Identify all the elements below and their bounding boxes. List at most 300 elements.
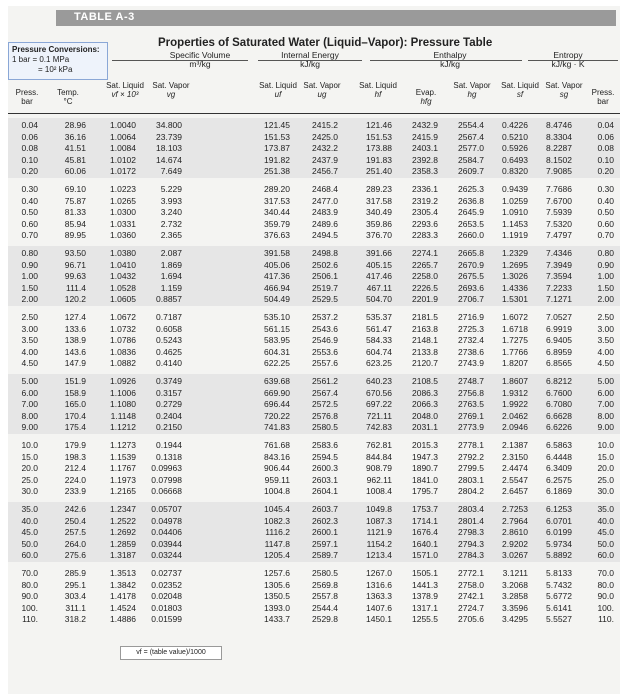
- table-cell: 7.4346: [546, 248, 572, 258]
- table-cell: 96.71: [64, 259, 86, 270]
- table-cell: 1267.0: [366, 568, 392, 578]
- table-cell: 295.1: [64, 579, 86, 590]
- table-cell: 1.3026: [502, 271, 528, 282]
- table-cell: 317.53: [264, 195, 290, 206]
- table-cell: 2580.5: [312, 568, 338, 578]
- table-cell: 2769.1: [458, 410, 484, 421]
- table-cell: 742.83: [366, 422, 392, 433]
- table-cell: 6.8565: [546, 358, 572, 369]
- table-cell: 0.2404: [156, 410, 182, 421]
- table-cell: 959.11: [264, 474, 290, 485]
- table-cell: 1.7766: [502, 346, 528, 357]
- table-cell: 1.4524: [110, 602, 136, 613]
- table-cell: 2569.8: [312, 579, 338, 590]
- table-cell: 391.66: [366, 248, 392, 258]
- table-row: [8, 357, 620, 369]
- table-cell: 6.3409: [546, 463, 572, 474]
- table-cell: 173.87: [264, 143, 290, 154]
- table-cell: 0.8857: [156, 294, 182, 305]
- table-cell: 7.0527: [546, 312, 572, 322]
- table-cell: 0.10: [21, 154, 38, 165]
- table-cell: 2763.5: [458, 399, 484, 410]
- table-cell: 1317.1: [412, 602, 438, 613]
- table-cell: 2.0946: [502, 422, 528, 433]
- table-row: [8, 282, 620, 294]
- table-cell: 0.1944: [156, 440, 182, 450]
- table-cell: 60.0: [597, 550, 614, 561]
- table-row: [8, 346, 620, 358]
- table-cell: 2494.5: [312, 230, 338, 241]
- table-cell: 2758.0: [458, 579, 484, 590]
- table-cell: 2502.6: [312, 259, 338, 270]
- table-cell: 2425.0: [312, 131, 338, 142]
- table-cell: 1004.8: [264, 486, 290, 497]
- table-cell: 2.8610: [502, 527, 528, 538]
- table-cell: 133.6: [64, 323, 86, 334]
- table-cell: 0.5243: [156, 335, 182, 346]
- table-row: [8, 503, 620, 515]
- table-cell: 6.00: [21, 387, 38, 398]
- table-cell: 0.04406: [151, 527, 182, 538]
- table-cell: 10.0: [21, 440, 38, 450]
- table-cell: 2403.1: [412, 143, 438, 154]
- table-cell: 535.37: [366, 312, 392, 322]
- table-cell: 1.00: [21, 271, 38, 282]
- table-cell: 561.15: [264, 323, 290, 334]
- table-cell: 0.4140: [156, 358, 182, 369]
- table-cell: 7.6700: [546, 195, 572, 206]
- table-cell: 6.7080: [546, 399, 572, 410]
- table-cell: 7.9085: [546, 166, 572, 177]
- v-liq-symbol: vf × 10³: [111, 90, 139, 99]
- table-cell: 7.1271: [546, 294, 572, 305]
- table-cell: 2.7253: [502, 504, 528, 514]
- table-cell: 2.732: [160, 218, 182, 229]
- table-cell: 318.2: [64, 614, 86, 625]
- table-cell: 584.33: [366, 335, 392, 346]
- table-cell: 1.694: [160, 271, 182, 282]
- table-cell: 2778.1: [458, 440, 484, 450]
- temp-header: [48, 88, 88, 106]
- table-cell: 0.20: [597, 166, 614, 177]
- table-cell: 20.0: [21, 463, 38, 474]
- table-cell: 2133.8: [412, 346, 438, 357]
- table-cell: 75.87: [64, 195, 86, 206]
- table-cell: 1.0102: [110, 154, 136, 165]
- table-cell: 0.50: [21, 207, 38, 218]
- table-cell: 1.1006: [110, 387, 136, 398]
- table-cell: 1.3842: [110, 579, 136, 590]
- table-cell: 2437.9: [312, 154, 338, 165]
- table-cell: 6.0199: [546, 527, 572, 538]
- table-cell: 5.8133: [546, 568, 572, 578]
- table-cell: 2748.7: [458, 376, 484, 386]
- table-cell: 2.5547: [502, 474, 528, 485]
- table-cell: 80.0: [21, 579, 38, 590]
- table-row: [8, 538, 620, 550]
- table-cell: 0.30: [597, 184, 614, 194]
- table-cell: 1441.3: [412, 579, 438, 590]
- table-cell: 669.90: [264, 387, 290, 398]
- table-row: [8, 613, 620, 625]
- table-cell: 0.03944: [151, 538, 182, 549]
- table-cell: 2609.7: [458, 166, 484, 177]
- v-vap-symbol: vg: [166, 90, 176, 99]
- table-cell: 1.8607: [502, 376, 528, 386]
- table-cell: 5.6141: [546, 602, 572, 613]
- table-cell: 2738.6: [458, 346, 484, 357]
- table-row: [8, 229, 620, 241]
- table-cell: 1795.7: [412, 486, 438, 497]
- internal-energy-label: Internal Energy: [281, 50, 339, 60]
- table-cell: 100.: [21, 602, 38, 613]
- table-label: TABLE A-3: [74, 11, 135, 23]
- table-row: [8, 515, 620, 527]
- table-cell: 3.993: [160, 195, 182, 206]
- table-cell: 7.5320: [546, 218, 572, 229]
- table-cell: 561.47: [366, 323, 392, 334]
- table-cell: 359.79: [264, 218, 290, 229]
- table-cell: 2506.1: [312, 271, 338, 282]
- table-cell: 173.88: [366, 143, 392, 154]
- table-cell: 3.00: [21, 323, 38, 334]
- table-cell: 583.95: [264, 335, 290, 346]
- table-cell: 45.0: [597, 527, 614, 538]
- table-cell: 1714.1: [412, 515, 438, 526]
- s-liq-label: Sat. Liquid: [501, 81, 539, 90]
- table-cell: 60.0: [21, 550, 38, 561]
- table-cell: 2706.7: [458, 294, 484, 305]
- specific-volume-units: m³/kg: [189, 59, 211, 69]
- table-cell: 405.15: [366, 259, 392, 270]
- table-cell: 2529.8: [312, 614, 338, 625]
- table-cell: 2.9202: [502, 538, 528, 549]
- table-cell: 0.4226: [502, 120, 528, 130]
- table-row: [8, 410, 620, 422]
- table-cell: 1.1919: [502, 230, 528, 241]
- table-cell: 60.06: [64, 166, 86, 177]
- table-cell: 1.1212: [110, 422, 136, 433]
- table-cell: 761.68: [264, 440, 290, 450]
- table-row: [8, 567, 620, 579]
- table-cell: 2544.4: [312, 602, 338, 613]
- table-cell: 762.81: [366, 440, 392, 450]
- table-cell: 2625.3: [458, 184, 484, 194]
- table-cell: 2392.8: [412, 154, 438, 165]
- table-cell: 2148.1: [412, 335, 438, 346]
- table-cell: 1.00: [597, 271, 614, 282]
- table-cell: 1154.2: [366, 538, 392, 549]
- table-cell: 2604.1: [312, 486, 338, 497]
- table-cell: 535.10: [264, 312, 290, 322]
- table-cell: 100.: [597, 602, 614, 613]
- table-cell: 15.0: [597, 451, 614, 462]
- table-cell: 2086.3: [412, 387, 438, 398]
- table-cell: 1.0926: [110, 376, 136, 386]
- internal-energy-rule: [258, 60, 362, 61]
- table-cell: 417.46: [366, 271, 392, 282]
- table-cell: 2358.3: [412, 166, 438, 177]
- table-cell: 1350.5: [264, 591, 290, 602]
- table-row: [8, 195, 620, 207]
- table-cell: 0.02737: [151, 568, 182, 578]
- table-cell: 251.38: [264, 166, 290, 177]
- table-cell: 466.94: [264, 282, 290, 293]
- table-cell: 2546.9: [312, 335, 338, 346]
- table-cell: 6.2575: [546, 474, 572, 485]
- table-cell: 3.50: [21, 335, 38, 346]
- table-cell: 151.53: [264, 131, 290, 142]
- table-cell: 0.3749: [156, 376, 182, 386]
- h-liq-label: Sat. Liquid: [359, 81, 397, 90]
- specific-volume-rule: [112, 60, 248, 61]
- table-cell: 1.2692: [110, 527, 136, 538]
- table-cell: 5.9734: [546, 538, 572, 549]
- table-row: [8, 154, 620, 166]
- h-evap-symbol: hfg: [420, 97, 432, 106]
- table-cell: 0.7187: [156, 312, 182, 322]
- table-cell: 5.00: [597, 376, 614, 386]
- table-cell: 720.22: [264, 410, 290, 421]
- table-row: [8, 549, 620, 561]
- table-cell: 50.0: [21, 538, 38, 549]
- table-cell: 2031.1: [412, 422, 438, 433]
- table-cell: 1.50: [597, 282, 614, 293]
- table-cell: 8.00: [597, 410, 614, 421]
- table-cell: 90.0: [21, 591, 38, 602]
- table-cell: 2670.9: [458, 259, 484, 270]
- table-cell: 1008.4: [366, 486, 392, 497]
- table-cell: 1.0172: [110, 166, 136, 177]
- press-unit: bar: [21, 97, 33, 106]
- table-cell: 1.1973: [110, 474, 136, 485]
- table-cell: 93.50: [64, 248, 86, 258]
- table-cell: 35.0: [21, 504, 38, 514]
- table-cell: 0.04: [597, 120, 614, 130]
- table-cell: 69.10: [64, 184, 86, 194]
- table-row: [8, 293, 620, 305]
- table-cell: 2283.3: [412, 230, 438, 241]
- s-vap-symbol: sg: [559, 90, 569, 99]
- table-cell: 6.4448: [546, 451, 572, 462]
- table-cell: 2477.0: [312, 195, 338, 206]
- table-cell: 2603.1: [312, 474, 338, 485]
- table-page: [8, 6, 620, 694]
- table-cell: 275.6: [64, 550, 86, 561]
- internal-energy-units: kJ/kg: [300, 59, 320, 69]
- table-cell: 2432.2: [312, 143, 338, 154]
- table-cell: 1505.1: [412, 568, 438, 578]
- table-row: [8, 398, 620, 410]
- table-cell: 340.49: [366, 207, 392, 218]
- v-liq-label: Sat. Liquid: [106, 81, 144, 90]
- table-cell: 340.44: [264, 207, 290, 218]
- table-cell: 0.5210: [502, 131, 528, 142]
- table-cell: 1393.0: [264, 602, 290, 613]
- h-evap-label: Evap.: [415, 88, 437, 97]
- table-cell: 1049.8: [366, 504, 392, 514]
- table-cell: 285.9: [64, 568, 86, 578]
- table-cell: 2201.9: [412, 294, 438, 305]
- table-cell: 4.00: [597, 346, 614, 357]
- table-cell: 2742.1: [458, 591, 484, 602]
- table-cell: 721.11: [366, 410, 392, 421]
- table-cell: 2784.3: [458, 550, 484, 561]
- table-cell: 233.9: [64, 486, 86, 497]
- table-cell: 6.1253: [546, 504, 572, 514]
- table-cell: 0.07998: [151, 474, 182, 485]
- table-cell: 0.03244: [151, 550, 182, 561]
- table-cell: 2336.1: [412, 184, 438, 194]
- table-cell: 34.800: [156, 120, 182, 130]
- table-cell: 2468.4: [312, 184, 338, 194]
- table-cell: 417.36: [264, 271, 290, 282]
- table-cell: 80.0: [597, 579, 614, 590]
- table-cell: 0.01599: [151, 614, 182, 625]
- table-row: [8, 474, 620, 486]
- table-row: [8, 247, 620, 259]
- table-cell: 1.4886: [110, 614, 136, 625]
- h-vap-symbol: hg: [467, 90, 477, 99]
- table-cell: 1.0410: [110, 259, 136, 270]
- table-row: [8, 439, 620, 451]
- table-cell: 2415.9: [412, 131, 438, 142]
- s-liq-header: [500, 81, 540, 99]
- table-cell: 2572.5: [312, 399, 338, 410]
- table-cell: 179.9: [64, 440, 86, 450]
- table-cell: 5.7432: [546, 579, 572, 590]
- table-cell: 2660.0: [458, 230, 484, 241]
- table-cell: 110.: [598, 614, 614, 625]
- entropy-rule: [528, 60, 618, 61]
- table-row: [8, 323, 620, 335]
- table-cell: 1571.0: [412, 550, 438, 561]
- table-cell: 0.02352: [151, 579, 182, 590]
- table-cell: 2537.2: [312, 312, 338, 322]
- table-cell: 151.53: [366, 131, 392, 142]
- pressure-conversions-note: [8, 42, 108, 80]
- table-cell: 2557.6: [312, 358, 338, 369]
- table-cell: 2432.9: [412, 120, 438, 130]
- table-cell: 1.0223: [110, 184, 136, 194]
- table-cell: 3.2068: [502, 579, 528, 590]
- table-cell: 1.9922: [502, 399, 528, 410]
- table-cell: 0.30: [21, 184, 38, 194]
- conversions-line-1: 1 bar = 0.1 MPa: [12, 55, 70, 64]
- table-cell: 3.2858: [502, 591, 528, 602]
- table-cell: 639.68: [264, 376, 290, 386]
- enthalpy-label: Enthalpy: [433, 50, 467, 60]
- table-cell: 212.4: [64, 463, 86, 474]
- table-cell: 2543.6: [312, 323, 338, 334]
- table-cell: 1147.8: [264, 538, 290, 549]
- table-cell: 2645.9: [458, 207, 484, 218]
- table-row: [8, 462, 620, 474]
- table-cell: 224.0: [64, 474, 86, 485]
- table-cell: 1.1539: [110, 451, 136, 462]
- table-cell: 2743.9: [458, 358, 484, 369]
- u-liq-header: [258, 81, 298, 99]
- table-cell: 962.11: [366, 474, 392, 485]
- table-cell: 2.365: [160, 230, 182, 241]
- table-cell: 2732.4: [458, 335, 484, 346]
- table-cell: 2305.4: [412, 207, 438, 218]
- table-row: [8, 590, 620, 602]
- table-cell: 111.4: [65, 282, 86, 293]
- table-cell: 25.0: [21, 474, 38, 485]
- table-cell: 376.70: [366, 230, 392, 241]
- table-cell: 143.6: [64, 346, 86, 357]
- table-cell: 908.79: [366, 463, 392, 474]
- table-cell: 504.70: [366, 294, 392, 305]
- table-cell: 0.9439: [502, 184, 528, 194]
- table-cell: 1.1453: [502, 218, 528, 229]
- table-cell: 8.00: [21, 410, 38, 421]
- table-cell: 0.2729: [156, 399, 182, 410]
- table-cell: 2181.5: [412, 312, 438, 322]
- table-cell: 1.0786: [110, 335, 136, 346]
- table-cell: 0.80: [21, 248, 38, 258]
- u-liq-label: Sat. Liquid: [259, 81, 297, 90]
- table-cell: 2603.7: [312, 504, 338, 514]
- table-cell: 1.0084: [110, 143, 136, 154]
- table-row: [8, 602, 620, 614]
- table-cell: 1.4336: [502, 282, 528, 293]
- table-cell: 504.49: [264, 294, 290, 305]
- press-label: Press.: [15, 88, 39, 97]
- table-cell: 7.7686: [546, 184, 572, 194]
- table-cell: 20.0: [597, 463, 614, 474]
- table-cell: 1.2522: [110, 515, 136, 526]
- table-cell: 1.7275: [502, 335, 528, 346]
- table-cell: 1305.6: [264, 579, 290, 590]
- table-cell: 127.4: [64, 312, 86, 322]
- table-cell: 0.08: [21, 143, 38, 154]
- table-cell: 3.50: [597, 335, 614, 346]
- table-cell: 2163.8: [412, 323, 438, 334]
- table-cell: 7.5939: [546, 207, 572, 218]
- table-cell: 0.01803: [151, 602, 182, 613]
- table-cell: 0.04978: [151, 515, 182, 526]
- table-cell: 1.1080: [110, 399, 136, 410]
- table-cell: 1213.4: [366, 550, 392, 561]
- table-cell: 2600.1: [312, 527, 338, 538]
- table-cell: 2483.9: [312, 207, 338, 218]
- table-cell: 2.00: [597, 294, 614, 305]
- table-cell: 7.3949: [546, 259, 572, 270]
- table-row: [8, 183, 620, 195]
- table-cell: 604.74: [366, 346, 392, 357]
- table-cell: 2.50: [597, 312, 614, 322]
- table-cell: 2415.2: [312, 120, 338, 130]
- table-cell: 2.0462: [502, 410, 528, 421]
- table-row: [8, 451, 620, 463]
- table-cell: 99.63: [64, 271, 86, 282]
- table-cell: 257.5: [64, 527, 86, 538]
- table-cell: 1.0360: [110, 230, 136, 241]
- table-cell: 1.50: [21, 282, 38, 293]
- table-cell: 1.2347: [110, 504, 136, 514]
- table-cell: 2580.5: [312, 422, 338, 433]
- table-cell: 89.95: [64, 230, 86, 241]
- table-cell: 2567.4: [312, 387, 338, 398]
- table-row: [8, 165, 620, 177]
- table-row: [8, 387, 620, 399]
- table-row: [8, 421, 620, 433]
- table-cell: 844.84: [366, 451, 392, 462]
- press-right-unit: bar: [597, 97, 609, 106]
- table-cell: 45.81: [64, 154, 86, 165]
